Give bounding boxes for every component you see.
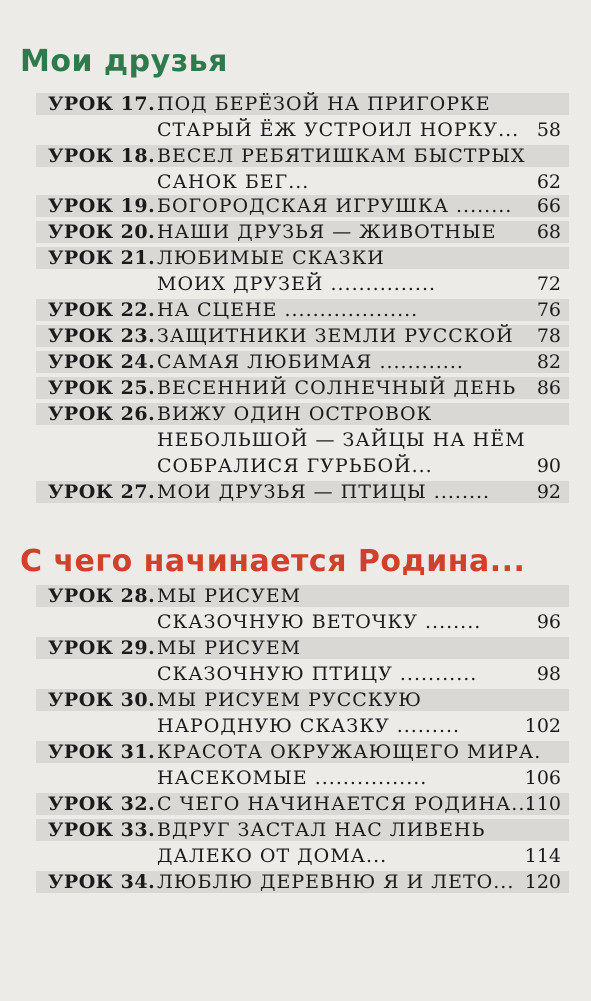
lesson-page-number: 106: [524, 767, 561, 789]
lesson-label: УРОК 22.: [48, 299, 156, 321]
lesson-title-line: МЫ РИСУЕМ РУССКУЮ: [157, 689, 422, 711]
lesson-title: [157, 296, 537, 322]
lesson-title-line: БОГОРОДСКАЯ ИГРУШКА ........: [157, 195, 513, 217]
lesson-page-number: 114: [524, 845, 561, 867]
lesson-page-number: 76: [536, 299, 561, 321]
lesson-label: УРОК 26.: [48, 403, 156, 425]
lesson-title-line: ДАЛЕКО ОТ ДОМА...: [157, 845, 388, 867]
lesson-label: УРОК 34.: [48, 871, 156, 893]
lesson-label: УРОК 19.: [48, 195, 156, 217]
lesson-page-number: 72: [536, 273, 561, 295]
lesson-title-line: ЗАЩИТНИКИ ЗЕМЛИ РУССКОЙ: [157, 325, 514, 347]
lesson-label: УРОК 27.: [48, 481, 156, 503]
lesson-title-line: ПОД БЕРЁЗОЙ НА ПРИГОРКЕ: [157, 93, 491, 115]
lesson-title-line: ЛЮБИМЫЕ СКАЗКИ: [157, 247, 385, 269]
lesson-label: УРОК 25.: [48, 377, 156, 399]
lesson-title: [157, 400, 537, 478]
lesson-page-number: 96: [536, 611, 561, 633]
lesson-title-line: САНОК БЕГ...: [157, 171, 310, 193]
lesson-page-number: 90: [536, 455, 561, 477]
lesson-page-number: 78: [536, 325, 561, 347]
lesson-page-number: 82: [536, 351, 561, 373]
lesson-title-line: СКАЗОЧНУЮ ПТИЦУ ...........: [157, 663, 478, 685]
lesson-title: [157, 634, 537, 686]
lesson-label: УРОК 29.: [48, 637, 156, 659]
lesson-title-line: ВЕСЕННИЙ СОЛНЕЧНЫЙ ДЕНЬ: [157, 377, 517, 399]
lesson-title: [157, 686, 537, 738]
lesson-title-line: НАСЕКОМЫЕ ................: [157, 767, 428, 789]
lesson-title-line: МЫ РИСУЕМ: [157, 637, 302, 659]
section-title-my-friends: Мои друзья: [20, 44, 228, 79]
lesson-label: УРОК 31.: [48, 741, 156, 763]
lesson-title-line: МОИХ ДРУЗЕЙ ...............: [157, 273, 437, 295]
lesson-title-line: ВЕСЕЛ РЕБЯТИШКАМ БЫСТРЫХ: [157, 145, 526, 167]
lesson-label: УРОК 28.: [48, 585, 156, 607]
lesson-title: [157, 738, 542, 790]
lesson-title-line: ВИЖУ ОДИН ОСТРОВОК: [157, 403, 433, 425]
lesson-title-line: СОБРАЛИСЯ ГУРЬБОЙ...: [157, 455, 433, 477]
lesson-title-line: СТАРЫЙ ЁЖ УСТРОИЛ НОРКУ...: [157, 119, 520, 141]
lesson-title-line: МОИ ДРУЗЬЯ — ПТИЦЫ ........: [157, 481, 491, 503]
lesson-title: [157, 142, 537, 194]
lesson-page-number: 102: [524, 715, 561, 737]
lesson-title: [157, 218, 537, 244]
lesson-page-number: 110: [524, 793, 561, 815]
lesson-title-line: НАШИ ДРУЗЬЯ — ЖИВОТНЫЕ: [157, 221, 497, 243]
lesson-label: УРОК 17.: [48, 93, 156, 115]
lesson-title-line: НА СЦЕНЕ ...................: [157, 299, 419, 321]
lesson-label: УРОК 23.: [48, 325, 156, 347]
lesson-page-number: 68: [536, 221, 561, 243]
lesson-page-number: 92: [536, 481, 561, 503]
lesson-title: [157, 790, 537, 816]
lesson-page-number: 66: [536, 195, 561, 217]
lesson-title: [157, 816, 537, 868]
lesson-page-number: 58: [536, 119, 561, 141]
lesson-title-line: С ЧЕГО НАЧИНАЕТСЯ РОДИНА...: [157, 793, 533, 815]
lesson-title: [157, 244, 537, 296]
lesson-page-number: 86: [536, 377, 561, 399]
lesson-title-line: НАРОДНУЮ СКАЗКУ .........: [157, 715, 461, 737]
lesson-title-line: МЫ РИСУЕМ: [157, 585, 302, 607]
lesson-title: [157, 868, 537, 894]
lesson-label: УРОК 20.: [48, 221, 156, 243]
lesson-label: УРОК 18.: [48, 145, 156, 167]
lesson-title: [157, 582, 537, 634]
lesson-title: [157, 90, 537, 142]
section-title-motherland: С чего начинается Родина...: [20, 544, 526, 579]
lesson-page-number: 98: [536, 663, 561, 685]
lesson-title-line: ЛЮБЛЮ ДЕРЕВНЮ Я И ЛЕТО...: [157, 871, 515, 893]
lesson-title-line: СКАЗОЧНУЮ ВЕТОЧКУ ........: [157, 611, 482, 633]
lesson-title: [157, 478, 537, 504]
lesson-label: УРОК 32.: [48, 793, 156, 815]
lesson-title-line: КРАСОТА ОКРУЖАЮЩЕГО МИРА.: [157, 741, 542, 763]
lesson-title: [157, 322, 537, 348]
lesson-page-number: 62: [536, 171, 561, 193]
lesson-title: [157, 192, 537, 218]
lesson-title: [157, 348, 537, 374]
lesson-title-line: ВДРУГ ЗАСТАЛ НАС ЛИВЕНЬ: [157, 819, 486, 841]
lesson-label: УРОК 30.: [48, 689, 156, 711]
lesson-title-line: САМАЯ ЛЮБИМАЯ ............: [157, 351, 464, 373]
lesson-label: УРОК 21.: [48, 247, 156, 269]
lesson-title: [157, 374, 537, 400]
lesson-label: УРОК 24.: [48, 351, 156, 373]
lesson-title-line: НЕБОЛЬШОЙ — ЗАЙЦЫ НА НЁМ: [157, 429, 526, 451]
lesson-page-number: 120: [524, 871, 561, 893]
lesson-label: УРОК 33.: [48, 819, 156, 841]
